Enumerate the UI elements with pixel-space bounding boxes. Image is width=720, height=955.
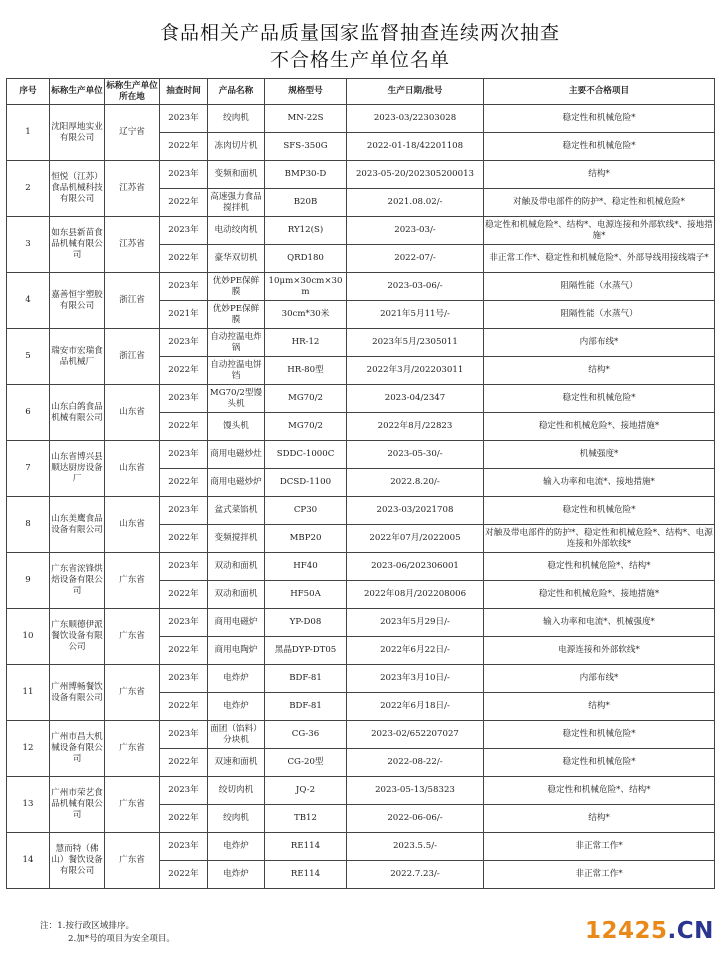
inspection-year-cell: 2023年 (160, 329, 208, 357)
product-name-cell: 双动和面机 (208, 553, 265, 581)
production-date-cell: 2022.8.20/- (347, 469, 484, 497)
product-name-cell: 商用电磁炒炉 (208, 469, 265, 497)
model-cell: CP30 (265, 497, 347, 525)
production-date-cell: 2023-03-06/- (347, 273, 484, 301)
product-name-cell: 电炸炉 (208, 861, 265, 889)
failed-items-cell: 阻隔性能（水蒸气） (484, 301, 715, 329)
production-date-cell: 2022年3月/202203011 (347, 357, 484, 385)
company-cell: 恒悦（江苏）食品机械科技有限公司 (50, 161, 105, 217)
company-cell: 广州市荣艺食品机械有限公司 (50, 777, 105, 833)
product-name-cell: 高速强力食品搅拌机 (208, 189, 265, 217)
column-header: 标称生产单位所在地 (105, 79, 160, 105)
product-name-cell: 豪华双切机 (208, 245, 265, 273)
model-cell: B20B (265, 189, 347, 217)
product-name-cell: 商用电陶炉 (208, 637, 265, 665)
serial-number-cell: 14 (7, 833, 50, 889)
model-cell: QRD180 (265, 245, 347, 273)
failed-items-cell: 稳定性和机械危险*、结构*、电源连接和外部软线*、接地措施* (484, 217, 715, 245)
production-date-cell: 2022-01-18/42201108 (347, 133, 484, 161)
footnotes (40, 920, 175, 946)
failed-items-cell: 电源连接和外部软线* (484, 637, 715, 665)
production-date-cell: 2023年5月/2305011 (347, 329, 484, 357)
footnote-2: 2.加*号的项目为安全项目。 (68, 934, 176, 944)
product-name-cell: MG70/2型馒头机 (208, 385, 265, 413)
model-cell: MG70/2 (265, 413, 347, 441)
table-row (7, 777, 715, 805)
table-row (7, 441, 715, 469)
failed-items-cell: 阻隔性能（水蒸气） (484, 273, 715, 301)
production-date-cell: 2023.5.5/- (347, 833, 484, 861)
inspection-year-cell: 2022年 (160, 861, 208, 889)
column-header: 标称生产单位 (50, 79, 105, 105)
column-header: 规格型号 (265, 79, 347, 105)
production-date-cell: 2023年3月10日/- (347, 665, 484, 693)
model-cell: HF40 (265, 553, 347, 581)
table-row (7, 833, 715, 861)
model-cell: RE114 (265, 833, 347, 861)
inspection-year-cell: 2022年 (160, 469, 208, 497)
table-header-row (7, 79, 715, 105)
column-header: 抽查时间 (160, 79, 208, 105)
model-cell: MBP20 (265, 525, 347, 553)
production-date-cell: 2021.08.02/- (347, 189, 484, 217)
product-name-cell: 双速和面机 (208, 749, 265, 777)
company-cell: 沈阳厚地实业有限公司 (50, 105, 105, 161)
failed-items-cell: 稳定性和机械危险*、接地措施* (484, 581, 715, 609)
production-date-cell: 2023-03/22303028 (347, 105, 484, 133)
failed-items-cell: 结构* (484, 357, 715, 385)
inspection-year-cell: 2023年 (160, 105, 208, 133)
model-cell: BMP30-D (265, 161, 347, 189)
model-cell: SDDC-1000C (265, 441, 347, 469)
company-cell: 山东白鸽食品机械有限公司 (50, 385, 105, 441)
production-date-cell: 2022-07/- (347, 245, 484, 273)
inspection-year-cell: 2023年 (160, 161, 208, 189)
model-cell: JQ-2 (265, 777, 347, 805)
failed-items-cell: 内部布线* (484, 329, 715, 357)
serial-number-cell: 7 (7, 441, 50, 497)
inspection-year-cell: 2023年 (160, 609, 208, 637)
table-row (7, 609, 715, 637)
watermark-numbers: 12425 (585, 918, 668, 944)
failed-items-cell: 机械强度* (484, 441, 715, 469)
serial-number-cell: 12 (7, 721, 50, 777)
failed-items-cell: 结构* (484, 805, 715, 833)
production-date-cell: 2023-04/2347 (347, 385, 484, 413)
product-name-cell: 电动绞肉机 (208, 217, 265, 245)
location-cell: 山东省 (105, 385, 160, 441)
failed-items-cell: 结构* (484, 161, 715, 189)
location-cell: 山东省 (105, 497, 160, 553)
table-row (7, 553, 715, 581)
location-cell: 广东省 (105, 777, 160, 833)
product-name-cell: 商用电磁炉 (208, 609, 265, 637)
model-cell: RY12(S) (265, 217, 347, 245)
inspection-year-cell: 2022年 (160, 133, 208, 161)
model-cell: SFS-350G (265, 133, 347, 161)
model-cell: 30cm*30米 (265, 301, 347, 329)
company-cell: 如东县新苗食品机械有限公司 (50, 217, 105, 273)
failed-items-cell: 稳定性和机械危险* (484, 105, 715, 133)
inspection-year-cell: 2022年 (160, 357, 208, 385)
production-date-cell: 2022年6月18日/- (347, 693, 484, 721)
model-cell: 黑晶DYP-DT05 (265, 637, 347, 665)
serial-number-cell: 1 (7, 105, 50, 161)
inspection-year-cell: 2022年 (160, 805, 208, 833)
inspection-year-cell: 2023年 (160, 777, 208, 805)
company-cell: 广东省浤锋烘焙设备有限公司 (50, 553, 105, 609)
model-cell: HR-12 (265, 329, 347, 357)
product-name-cell: 自动控温电炸锅 (208, 329, 265, 357)
production-date-cell: 2022-08-22/- (347, 749, 484, 777)
product-name-cell: 优妙PE保鲜膜 (208, 301, 265, 329)
product-name-cell: 绞切肉机 (208, 777, 265, 805)
inspection-year-cell: 2022年 (160, 581, 208, 609)
failed-items-cell: 内部布线* (484, 665, 715, 693)
failed-items-cell: 非正常工作*、稳定性和机械危险*、外部导线用接线端子* (484, 245, 715, 273)
production-date-cell: 2021年5月11号/- (347, 301, 484, 329)
site-watermark (585, 918, 714, 944)
product-name-cell: 馒头机 (208, 413, 265, 441)
product-name-cell: 电炸炉 (208, 693, 265, 721)
failed-items-cell: 稳定性和机械危险* (484, 133, 715, 161)
serial-number-cell: 10 (7, 609, 50, 665)
model-cell: 10μm×30cm×30m (265, 273, 347, 301)
location-cell: 广东省 (105, 553, 160, 609)
inspection-year-cell: 2022年 (160, 693, 208, 721)
production-date-cell: 2022年6月22日/- (347, 637, 484, 665)
table-row (7, 721, 715, 749)
inspection-year-cell: 2023年 (160, 553, 208, 581)
product-name-cell: 绞肉机 (208, 105, 265, 133)
inspection-year-cell: 2023年 (160, 665, 208, 693)
inspection-year-cell: 2022年 (160, 637, 208, 665)
product-name-cell: 变频和面机 (208, 161, 265, 189)
model-cell: HR-80型 (265, 357, 347, 385)
model-cell: CG-20型 (265, 749, 347, 777)
serial-number-cell: 3 (7, 217, 50, 273)
table-row (7, 105, 715, 133)
product-name-cell: 电炸炉 (208, 833, 265, 861)
location-cell: 浙江省 (105, 273, 160, 329)
inspection-year-cell: 2023年 (160, 497, 208, 525)
inspection-year-cell: 2023年 (160, 721, 208, 749)
failed-items-cell: 稳定性和机械危险* (484, 497, 715, 525)
production-date-cell: 2023年5月29日/- (347, 609, 484, 637)
serial-number-cell: 5 (7, 329, 50, 385)
table-row (7, 385, 715, 413)
serial-number-cell: 4 (7, 273, 50, 329)
production-date-cell: 2022-06-06/- (347, 805, 484, 833)
watermark-suffix: .CN (667, 918, 714, 944)
failed-items-cell: 稳定性和机械危险* (484, 721, 715, 749)
company-cell: 瑞安市宏瑞食品机械厂 (50, 329, 105, 385)
model-cell: BDF-81 (265, 665, 347, 693)
company-cell: 广州市昌大机械设备有限公司 (50, 721, 105, 777)
product-name-cell: 变频搅拌机 (208, 525, 265, 553)
inspection-year-cell: 2022年 (160, 525, 208, 553)
production-date-cell: 2023-02/652207027 (347, 721, 484, 749)
failed-items-cell: 对触及带电部件的防护*、稳定性和机械危险* (484, 189, 715, 217)
company-cell: 山东省博兴县顺达厨房设备厂 (50, 441, 105, 497)
footnote-1: 注：1.按行政区域排序。 (40, 921, 135, 931)
failed-items-cell: 非正常工作* (484, 833, 715, 861)
serial-number-cell: 13 (7, 777, 50, 833)
model-cell: MN-22S (265, 105, 347, 133)
product-name-cell: 绞肉机 (208, 805, 265, 833)
product-name-cell: 盆式菜馅机 (208, 497, 265, 525)
location-cell: 辽宁省 (105, 105, 160, 161)
serial-number-cell: 11 (7, 665, 50, 721)
failed-items-cell: 稳定性和机械危险*、结构* (484, 777, 715, 805)
company-cell: 慧而特（佛山）餐饮设备有限公司 (50, 833, 105, 889)
inspection-year-cell: 2023年 (160, 385, 208, 413)
column-header: 序号 (7, 79, 50, 105)
failed-items-cell: 输入功率和电流*、接地措施* (484, 469, 715, 497)
table-row (7, 161, 715, 189)
location-cell: 江苏省 (105, 161, 160, 217)
failed-items-cell: 稳定性和机械危险*、结构* (484, 553, 715, 581)
product-name-cell: 面团（馅料）分块机 (208, 721, 265, 749)
product-name-cell: 商用电磁炒灶 (208, 441, 265, 469)
model-cell: HF50A (265, 581, 347, 609)
production-date-cell: 2022年8月/22823 (347, 413, 484, 441)
inspection-year-cell: 2023年 (160, 833, 208, 861)
model-cell: RE114 (265, 861, 347, 889)
inspection-year-cell: 2023年 (160, 441, 208, 469)
inspection-year-cell: 2022年 (160, 189, 208, 217)
table-row (7, 497, 715, 525)
production-date-cell: 2022年08月/202208006 (347, 581, 484, 609)
model-cell: CG-36 (265, 721, 347, 749)
product-name-cell: 自动控温电饼铛 (208, 357, 265, 385)
model-cell: YP-D08 (265, 609, 347, 637)
inspection-year-cell: 2022年 (160, 245, 208, 273)
model-cell: TB12 (265, 805, 347, 833)
location-cell: 山东省 (105, 441, 160, 497)
location-cell: 江苏省 (105, 217, 160, 273)
failed-items-cell: 对触及带电部件的防护*、稳定性和机械危险*、结构*、电源连接和外部软线* (484, 525, 715, 553)
page-title-line2: 不合格生产单位名单 (269, 49, 450, 71)
serial-number-cell: 9 (7, 553, 50, 609)
inspection-year-cell: 2022年 (160, 749, 208, 777)
failed-items-cell: 稳定性和机械危险* (484, 749, 715, 777)
location-cell: 广东省 (105, 665, 160, 721)
product-name-cell: 冻肉切片机 (208, 133, 265, 161)
serial-number-cell: 6 (7, 385, 50, 441)
unqualified-units-table (6, 78, 715, 889)
table-row (7, 665, 715, 693)
table-row (7, 329, 715, 357)
production-date-cell: 2022.7.23/- (347, 861, 484, 889)
table-row (7, 273, 715, 301)
production-date-cell: 2023-05-20/202305200013 (347, 161, 484, 189)
product-name-cell: 优妙PE保鲜膜 (208, 273, 265, 301)
inspection-year-cell: 2023年 (160, 273, 208, 301)
company-cell: 山东美鹰食品设备有限公司 (50, 497, 105, 553)
product-name-cell: 双动和面机 (208, 581, 265, 609)
column-header: 产品名称 (208, 79, 265, 105)
failed-items-cell: 结构* (484, 693, 715, 721)
failed-items-cell: 稳定性和机械危险* (484, 385, 715, 413)
location-cell: 广东省 (105, 721, 160, 777)
production-date-cell: 2023-06/202306001 (347, 553, 484, 581)
location-cell: 浙江省 (105, 329, 160, 385)
model-cell: BDF-81 (265, 693, 347, 721)
model-cell: DCSD-1100 (265, 469, 347, 497)
product-name-cell: 电炸炉 (208, 665, 265, 693)
column-header: 主要不合格项目 (484, 79, 715, 105)
location-cell: 广东省 (105, 609, 160, 665)
production-date-cell: 2023-03/- (347, 217, 484, 245)
production-date-cell: 2023-05-13/58323 (347, 777, 484, 805)
model-cell: MG70/2 (265, 385, 347, 413)
company-cell: 广东顺德伊派餐饮设备有限公司 (50, 609, 105, 665)
company-cell: 嘉善恒宇塑胶有限公司 (50, 273, 105, 329)
column-header: 生产日期/批号 (347, 79, 484, 105)
inspection-year-cell: 2023年 (160, 217, 208, 245)
failed-items-cell: 非正常工作* (484, 861, 715, 889)
serial-number-cell: 8 (7, 497, 50, 553)
production-date-cell: 2022年07月/2022005 (347, 525, 484, 553)
failed-items-cell: 输入功率和电流*、机械强度* (484, 609, 715, 637)
page-title-line1: 食品相关产品质量国家监督抽查连续两次抽查 (159, 22, 560, 44)
production-date-cell: 2023-03/2021708 (347, 497, 484, 525)
company-cell: 广州博畅餐饮设备有限公司 (50, 665, 105, 721)
table-row (7, 217, 715, 245)
failed-items-cell: 稳定性和机械危险*、接地措施* (484, 413, 715, 441)
inspection-year-cell: 2022年 (160, 413, 208, 441)
serial-number-cell: 2 (7, 161, 50, 217)
location-cell: 广东省 (105, 833, 160, 889)
production-date-cell: 2023-05-30/- (347, 441, 484, 469)
inspection-year-cell: 2021年 (160, 301, 208, 329)
